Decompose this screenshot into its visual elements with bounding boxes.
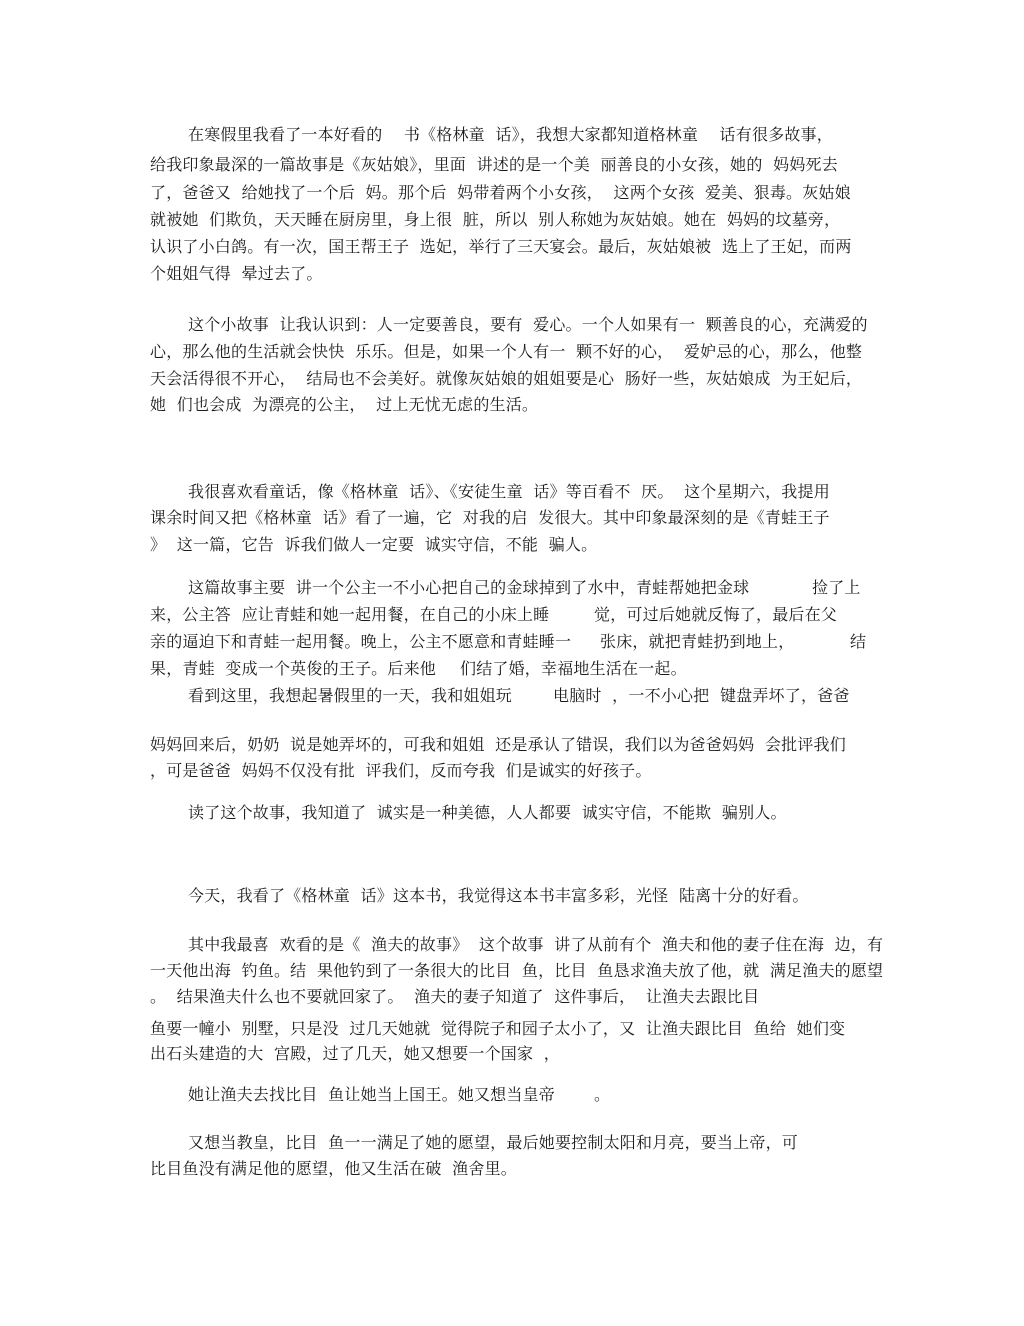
text-line: 给我印象最深的一篇故事是《灰姑娘》，里面 讲述的是一个美 丽善良的小女孩，她的 妈妈死去 bbox=[150, 155, 838, 174]
text-line: 课余时间又把《格林童 话》看了一遍，它 对我的启 发很大。其中印象最深刻的是《青蛙王子 bbox=[150, 508, 830, 527]
text-line: 个姐姐气得 晕过去了。 bbox=[150, 264, 323, 283]
text-line: 她让渔夫去找比目 鱼让她当上国王。她又想当皇帝 bbox=[188, 1085, 555, 1104]
text-line: 张床，就把青蛙扔到地上， bbox=[600, 632, 795, 651]
text-line: 电脑时 ，一不小心把 键盘弄坏了，爸爸 bbox=[553, 686, 850, 705]
text-line: 今天，我看了《格林童 话》这本书，我觉得这本书丰富多彩，光怪 陆离十分的好看。 bbox=[188, 886, 809, 905]
text-line: 看到这里，我想起暑假里的一天，我和姐姐玩 bbox=[188, 686, 513, 705]
text-line: 来，公主答 应让青蛙和她一起用餐，在自己的小床上睡 bbox=[150, 605, 550, 624]
text-line: 捡了上 bbox=[812, 578, 861, 597]
text-line: 》 这一篇，它告 诉我们做人一定要 诚实守信，不能 骗人。 bbox=[150, 535, 598, 554]
text-line: ，可是爸爸 妈妈不仅没有批 评我们，反而夸我 们是诚实的好孩子。 bbox=[150, 761, 652, 780]
text-line: 心，那么他的生活就会快快 乐乐。但是，如果一个人有一 颗不好的心， 爱妒忌的心，那么，他整 bbox=[150, 342, 863, 361]
text-line: 读了这个故事，我知道了 诚实是一种美德，人人都要 诚实守信，不能欺 骗别人。 bbox=[188, 803, 787, 822]
text-line: 了，爸爸又 给她找了一个后 妈。那个后 妈带着两个小女孩， 这两个女孩 爱美、狠毒。灰姑娘 bbox=[150, 183, 851, 202]
text-line: 其中我最喜 欢看的是《 渔夫的故事》 这个故事 讲了从前有个 渔夫和他的妻子住在海 边，有 bbox=[188, 935, 884, 954]
text-line: 出石头建造的大 宫殿，过了几天，她又想要一个国家 ， bbox=[150, 1044, 560, 1063]
text-line: 她 们也会成 为漂亮的公主， 过上无忧无虑的生活。 bbox=[150, 395, 539, 414]
text-line: 鱼要一幢小 别墅，只是没 过几天她就 觉得院子和园子太小了，又 让渔夫跟比目 鱼给 她们变 bbox=[150, 1019, 846, 1038]
text-line: 我很喜欢看童话，像《格林童 话》、《安徒生童 话》等百看不 厌。 这个星期六，我提用 bbox=[188, 482, 830, 501]
text-line: 在寒假里我看了一本好看的 书《格林童 话》，我想大家都知道格林童 话有很多故事， bbox=[188, 125, 833, 144]
text-line: 就被她 们欺负，天天睡在厨房里，身上很 脏，所以 别人称她为灰姑娘。她在 妈妈的坟墓旁， bbox=[150, 210, 841, 229]
text-line: 这个小故事 让我认识到：人一定要善良，要有 爱心。一个人如果有一 颗善良的心，充满爱的 bbox=[188, 315, 868, 334]
text-line: 比目鱼没有满足他的愿望，他又生活在破 渔舍里。 bbox=[150, 1159, 517, 1178]
text-line: 又想当教皇，比目 鱼一一满足了她的愿望，最后她要控制太阳和月亮，要当上帝，可 bbox=[188, 1133, 798, 1152]
text-line: 。 结果渔夫什么也不要就回家了。 渔夫的妻子知道了 这件事后， 让渔夫去跟比目 bbox=[150, 987, 760, 1006]
text-line: 天会活得很不开心， 结局也不会美好。就像灰姑娘的姐姐要是心 肠好一些，灰姑娘成 为王妃后， bbox=[150, 369, 863, 388]
text-line: 妈妈回来后，奶奶 说是她弄坏的，可我和姐姐 还是承认了错误，我们以为爸爸妈妈 会批评我们 bbox=[150, 735, 846, 754]
text-line: 觉，可过后她就反悔了，最后在父 bbox=[594, 605, 838, 624]
text-line: 一天他出海 钓鱼。结 果他钓到了一条很大的比目 鱼，比目 鱼恳求渔夫放了他，就 满足渔夫的愿望 bbox=[150, 961, 884, 980]
text-line: 这篇故事主要 讲一个公主一不小心把自己的金球掉到了水中，青蛙帮她把金球 bbox=[188, 578, 750, 597]
text-line: 认识了小白鸽。有一次，国王帮王子 选妃，举行了三天宴会。最后，灰姑娘被 选上了王妃，而两 bbox=[150, 237, 852, 256]
text-line: 果，青蛙 变成一个英俊的王子。后来他 bbox=[150, 659, 436, 678]
text-line: 亲的逼迫下和青蛙一起用餐。晚上，公主不愿意和青蛙睡一 bbox=[150, 632, 572, 651]
text-line: 。 bbox=[594, 1085, 611, 1104]
text-line: 结 bbox=[850, 632, 867, 651]
text-line: 们结了婚，幸福地生活在一起。 bbox=[460, 659, 687, 678]
